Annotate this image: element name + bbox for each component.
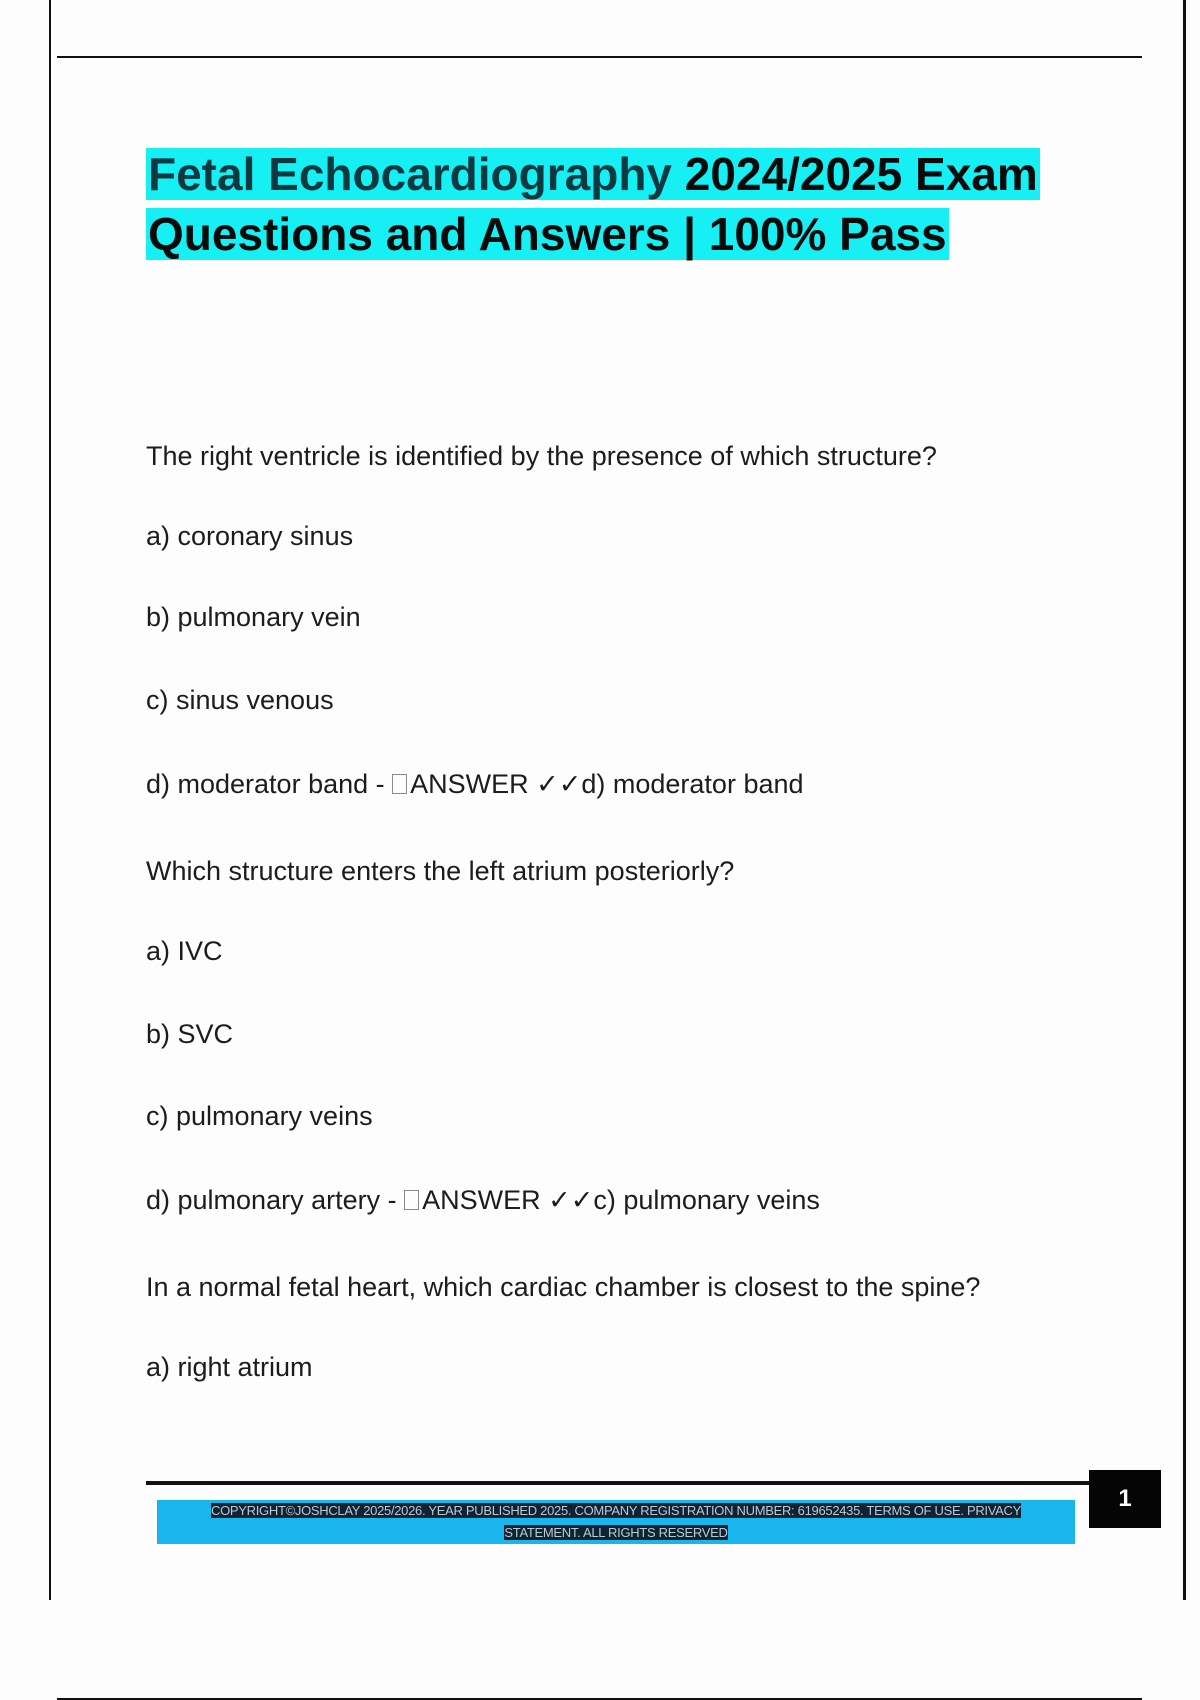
option-1a: a) coronary sinus xyxy=(146,521,354,551)
left-border xyxy=(49,0,51,1600)
option-1d-with-answer xyxy=(146,767,804,801)
footer-line2: STATEMENT. ALL RIGHTS RESERVED xyxy=(504,1525,728,1540)
top-rule xyxy=(57,56,1142,58)
footer-line1: COPYRIGHT©JOSHCLAY 2025/2026. YEAR PUBLISHED 2025. COMPANY REGISTRATION NUMBER: 619652435. TERMS OF USE. PRIVACY xyxy=(211,1503,1021,1518)
page-title xyxy=(146,144,1040,264)
question-3: In a normal fetal heart, which cardiac chamber is closest to the spine? xyxy=(146,1272,981,1302)
option-1b: b) pulmonary vein xyxy=(146,602,361,632)
question-2: Which structure enters the left atrium posteriorly? xyxy=(146,856,735,886)
option-2d-with-answer xyxy=(146,1183,820,1217)
answer-1: ANSWER ✓✓d) moderator band xyxy=(410,769,804,799)
title-line2: Questions and Answers | 100% Pass xyxy=(148,208,947,260)
title-part1: Fetal Echocardiography xyxy=(148,148,673,200)
missing-glyph-box-icon xyxy=(392,774,407,794)
question-1: The right ventricle is identified by the presence of which structure? xyxy=(146,441,937,471)
option-2d: d) pulmonary artery - xyxy=(146,1185,405,1215)
option-1c: c) sinus venous xyxy=(146,685,334,715)
footer-copyright xyxy=(157,1500,1075,1544)
right-border xyxy=(1183,0,1186,1600)
missing-glyph-box-icon xyxy=(404,1190,419,1210)
page-number: 1 xyxy=(1089,1470,1161,1528)
option-2c: c) pulmonary veins xyxy=(146,1101,373,1131)
footer-rule xyxy=(146,1481,1089,1485)
answer-2: ANSWER ✓✓c) pulmonary veins xyxy=(422,1185,820,1215)
option-1d: d) moderator band - xyxy=(146,769,393,799)
option-2b: b) SVC xyxy=(146,1019,234,1049)
option-3a: a) right atrium xyxy=(146,1352,313,1382)
title-part2: 2024/2025 Exam xyxy=(684,148,1038,200)
option-2a: a) IVC xyxy=(146,936,223,966)
